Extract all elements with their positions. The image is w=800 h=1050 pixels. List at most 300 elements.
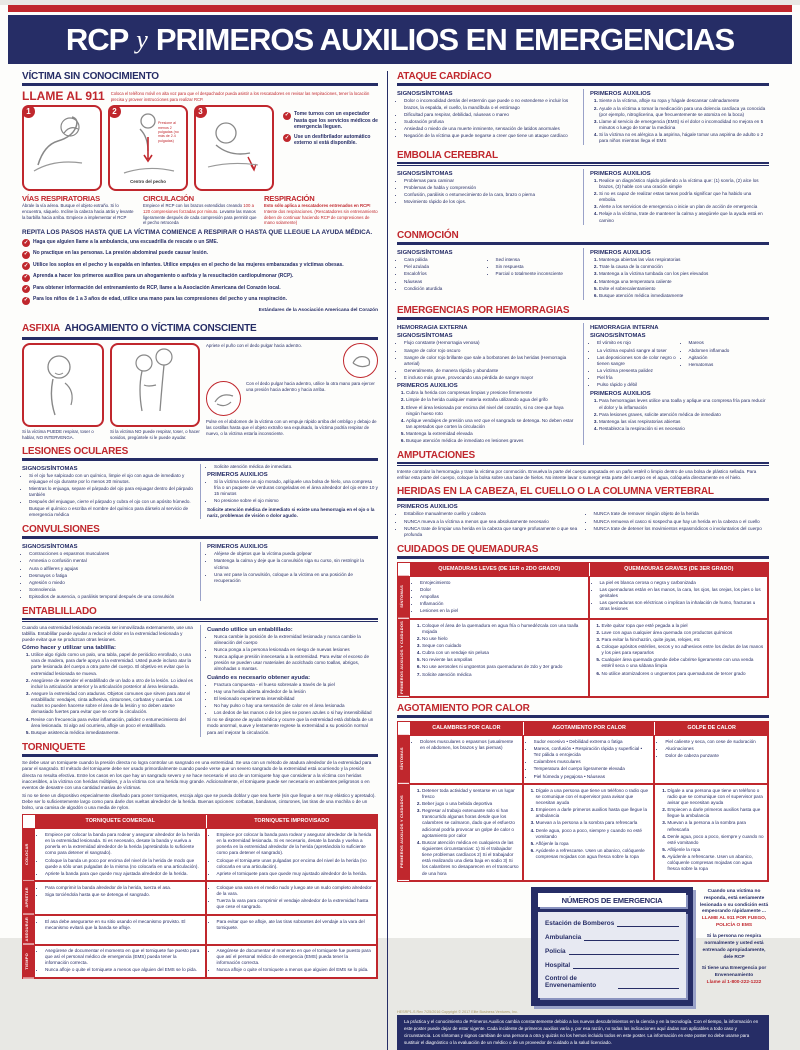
list-item: • Mientras lo enjuaga, separe el párpado del ojo para enjuagar dentro del párpado también	[29, 486, 193, 498]
list-item: 4. Revise con frecuencia para evitar inflamación, palidez o entumecimiento del área lesionada. Si algo así ocurriera, afloje un poco el entablillado.	[31, 717, 193, 729]
asfixia-title: ASFIXIA	[22, 322, 61, 334]
list-item: • Las quemaduras son eléctricas o implican la inhalación de humo, fracturas u otras lesiones	[600, 600, 765, 612]
list-item: 1. Evite quitar ropa que esté pegada a la piel	[602, 623, 765, 629]
sidenote-poison-number: Llame al 1-800-222-1222	[706, 979, 762, 985]
splint-help-heading: Cuándo es necesario obtener ayuda:	[207, 674, 311, 681]
section-title: CUIDADOS DE QUEMADURAS	[397, 543, 539, 555]
list-item: • Nunca aplique presión innecesaria a la extremidad. Para evitar el exceso de presión se pueden usar materiales de acolchado como toallas, abrigos, almohadas o mantas.	[214, 654, 378, 672]
list-item: 4. Buscar atención médica en cualquiera de las siguientes circunstancias: 1) Si el trabajador tiene problemas cardíacos 2) Si el trabajador está realizando una dieta baja en sodio 3) Si los calambres no desaparecen en el transcurso de una hora	[422, 840, 519, 877]
list-item: • Aura o alfileres y agujas	[29, 566, 193, 572]
illustration-head-tilt	[24, 107, 100, 189]
emergency-number-field	[545, 975, 679, 989]
caption-abdominal-thrust: Pulse en el abdomen de la víctima con un empuje rápido arriba del ombligo y debajo de las costillas hasta que el objeto extraño sea expulsado, la víctima podría respirar de nuevo, o la víctima estaría inconsciente.	[206, 419, 377, 436]
list-item: • Mareos	[689, 340, 770, 346]
emergency-numbers-box	[531, 887, 693, 1006]
check-icon: ✓	[23, 297, 29, 304]
content-columns	[0, 64, 800, 1050]
col-header-improvised: TORNIQUETE IMPROVISADO	[206, 815, 378, 828]
section-title: LESIONES OCULARES	[22, 445, 129, 457]
amputations-text: Intente controlar la hemorragia y trate la víctima por conmoción. Envuelva la parte del cuerpo amputada en un paño estéril o limpio dentro de una bolsa de plástico sellada. Para enfriar esta parte del cuerpo, coloque la bolsa sobre una base de hielos. No intente lavar o sumergir esta parte del cuerpo en el agua, colóquela directamente en el hielo.	[397, 468, 757, 480]
section-heridas-cabeza	[397, 486, 769, 539]
abc-airway-title: VÍAS RESPIRATORIAS	[22, 194, 100, 204]
list-item: 4. Si la víctima no es alérgica a la aspirina, hágale tomar una aspirina de adulto o 2 para niños mientras llega el EMS	[599, 132, 769, 144]
emergency-numbers-title: NÚMEROS DE EMERGENCIA	[538, 893, 686, 907]
list-item: 5. Aflójenle la ropa	[667, 847, 764, 853]
tourniquet-table	[22, 814, 378, 979]
list-item: • La víctima presenta palidez	[597, 368, 678, 374]
cpr-step-panel-2	[108, 105, 188, 191]
step-number-badge: 3	[194, 105, 207, 118]
bottom-row	[397, 887, 769, 1006]
list-item: • Sudoración profusa	[404, 119, 576, 125]
list-item: • Generalmente, de manera rápida y abundante	[404, 368, 576, 374]
choking-panel-heimlich	[110, 343, 200, 427]
section-title: ENTABLILLADO	[22, 606, 97, 618]
choking-panel-can-breathe	[22, 343, 104, 427]
burns-table	[397, 562, 769, 698]
section-asfixia	[22, 318, 378, 441]
aid-heading: PRIMEROS AUXILIOS	[397, 504, 458, 511]
list-item: 1. Utilice algo rígido como un palo, una tabla, papel de periódico enrollado, o una vara de madera, para darle apoyo a la extremidad. Usted puede incluso atar la parte lesionada del cuerpo a otra parte del cuerpo. El objetivo es evitar que la extremidad lesionada se mueva.	[31, 652, 193, 677]
convulsions-signs-block	[22, 542, 193, 601]
list-item: • La víctima expulsó sangre al toser	[597, 348, 678, 354]
list-item: • Si la víctima tiene un ojo morado, aplíquele una bolsa de hielo, una compresa fría o un paquete de verduras congeladas en el área alrededor del ojo entre 10 y 15 minutos	[214, 479, 378, 497]
signs-heading: SIGNOS/SÍNTOMAS	[397, 250, 453, 257]
list-item: 3. Seque con cuidado	[422, 643, 585, 649]
list-item: • Dificultad para respirar, debilidad, náuseas o mareo	[404, 112, 576, 118]
list-item: • NUNCA mueva a la víctima a menos que sea absolutamente necesario	[404, 519, 580, 525]
poster-title	[8, 15, 792, 64]
list-item: • Sangre de color rojo oscuro	[404, 348, 576, 354]
list-item: • Piel fría	[597, 375, 678, 381]
illustration-rescue-breathing	[196, 107, 272, 189]
heart-signs-list	[397, 98, 576, 139]
shock-aid-block	[583, 248, 769, 300]
list-item: • NUNCA trate de remover ningún objeto de la herida	[594, 511, 770, 517]
cpr-check-item	[283, 111, 378, 131]
call-911-note: Coloca el teléfono móvil en alta voz para que el despachador pueda asistir a los rescatadores en revisar las respiraciones, tener la locación precisa y proveer instrucciones para realizar RCP.	[110, 91, 370, 102]
list-item: • Hay una herida abierta alrededor de la lesión	[214, 689, 378, 695]
list-item: • Abdomen inflamado	[689, 348, 770, 354]
emergency-number-label: Policía	[545, 948, 566, 956]
caption-hands: Con el dedo pulgar hacia adentro, utilice la otra mano para ejercer una presión hacia adentro y hacia arriba.	[246, 381, 375, 392]
list-item: • Temperatura del cuerpo ligeramente elevada	[534, 766, 651, 772]
list-item: 5. Evite el sobrecalentamiento	[599, 286, 769, 292]
list-item: • Sudor excesivo • Debilidad extrema o fatiga	[534, 739, 651, 745]
stroke-aid-list	[590, 178, 769, 224]
list-item: 3. Eleve el área lesionada por encima del nivel del corazón, si no cree que haya ningún hueso roto	[406, 405, 576, 417]
list-item: • Problemas para caminar	[404, 178, 576, 184]
list-item: 6. Ayúdenle a refrescarse. Usen un abanico, colóquenle compresas mojadas con agua fresca sobre la ropa	[667, 854, 764, 872]
list-item: • Estabilice manualmente cuello y cabeza	[404, 511, 580, 517]
list-item: 1. Mantenga abiertas las vías respiratorias	[599, 257, 769, 263]
eyes-signs-list	[22, 473, 193, 518]
cell-improvised-tiempo	[206, 945, 378, 979]
list-item: 1. Detener toda actividad y sentarse en un lugar fresco	[422, 788, 519, 800]
head-aid-col-a	[397, 511, 580, 539]
list-item: • Dolor de cabeza punzante	[665, 753, 764, 759]
list-item: • Mareos, confusión • Respiración rápida y superficial • Tez pálida o enrojecida	[534, 746, 651, 758]
cpr-tip	[22, 273, 378, 282]
list-item: • Siga torciéndola hasta que se detenga el sangrado.	[45, 892, 202, 898]
aha-standards-line: Estándares de la Asociación Americana del Corazón	[258, 307, 378, 313]
cell-light-aid	[409, 619, 589, 697]
list-item: 2. Ayude a la víctima a tomar la medicación para una dolencia cardíaca ya conocida (por ejemplo, nitroglicerina, que frecuentemente se atomiza en la boca)	[599, 106, 769, 118]
list-item: • Para comprimir la banda alrededor de la herida, tuerza el asa.	[45, 885, 202, 891]
list-item: 5. Busque asistencia médica inmediatamente.	[31, 730, 193, 736]
list-item: • Apriete la banda para que quede muy ajustada alrededor de la herida.	[45, 871, 202, 877]
title-y: y	[136, 24, 148, 54]
choking-figure-2	[110, 343, 200, 440]
convulsions-aid-list	[207, 551, 378, 584]
list-item: • Confusión, parálisis o entumecimiento de la cara, brazo o pierna	[404, 192, 576, 198]
fist-circle	[343, 343, 378, 378]
rule	[397, 83, 769, 86]
list-item: • Náuseas	[404, 279, 485, 285]
cpr-tip-text: Para obtener información del entrenamiento de RCP, llame a la Asociación Americana del Corazón local.	[33, 284, 281, 291]
internal-heading: HEMORRAGIA INTERNA	[590, 325, 659, 332]
section-agotamiento-calor	[397, 703, 769, 882]
list-item: • Si el ojo fue salpicado con un químico, limpie el ojo con agua de inmediato y enjuague el ojo durante por lo menos 20 minutos.	[29, 473, 193, 485]
list-item: • No hay pulso o hay una sensación de calor en el área lesionada	[214, 703, 378, 709]
abc-circulation-title: CIRCULACIÓN	[143, 194, 194, 204]
cell-improvised-apretar	[206, 881, 378, 915]
list-item: 2. Lave con agua cualquier área quemada con productos químicos	[602, 630, 765, 636]
rule	[397, 317, 769, 320]
section-title: EMBOLIA CEREBRAL	[397, 150, 498, 162]
row-label-sintomas: SÍNTOMAS	[398, 735, 409, 784]
section-conmocion	[397, 230, 769, 300]
cpr-tip-text: No practique en las personas. La presión abdominal puede causar lesión.	[33, 250, 209, 257]
list-item: 5. Cualquier área quemada grande debe cubrirse ligeramente con una venda estéril seca o una sábana limpia	[602, 657, 765, 669]
write-in-line[interactable]	[617, 919, 679, 927]
illustration-heimlich-maneuver	[112, 345, 198, 425]
row-label-tiempo: TIEMPO	[23, 945, 34, 979]
cell-commercial-colocar	[34, 828, 206, 881]
hands-circle	[206, 381, 241, 416]
first-aid-poster	[0, 5, 800, 1045]
step-number-badge: 2	[108, 105, 121, 118]
col-header-light-burns: QUEMADURAS LEVES (DE 1ER o 2DO GRADO)	[409, 563, 589, 576]
top-red-stripe	[8, 5, 792, 12]
cell-cramps-aid	[409, 784, 523, 881]
cell-commercial-apretar	[34, 881, 206, 915]
list-item: 6. Busque atención médica inmediatamente	[599, 293, 769, 299]
sidenote-text-2: Si la persona no respira normalmente y usted está entrenado apropiadamente, dele RCP	[702, 934, 766, 960]
spacer	[397, 887, 525, 1006]
list-item: • Las deposiciones son de color negro o tienen sangre	[597, 355, 678, 367]
list-item: 2. Empiecen a darle primeros auxilios hasta que llegue la ambulancia	[536, 807, 651, 819]
cpr-check-text: Use un desfibrilador automático externo si está disponible.	[294, 133, 371, 147]
rule	[22, 618, 378, 621]
eyes-top-list	[207, 464, 378, 470]
asfixia-subtitle: AHOGAMIENTO O VÍCTIMA CONSCIENTE	[64, 322, 257, 334]
aid-heading: PRIMEROS AUXILIOS	[590, 391, 651, 398]
splint-help-note: Si no se dispone de ayuda médica y ocurre que la extremidad está doblada de un modo anormal, suave y lentamente regrese la extremidad a su posición normal para así mejorar la circulación.	[207, 717, 374, 735]
check-icon: ✓	[23, 262, 29, 269]
illustration-hands-grasp	[211, 386, 237, 412]
text-part: Empiece el RCP con los brazos extendidos creando	[143, 203, 244, 209]
list-item: 3. Muevan a la persona a la sombra para refrescarla	[667, 820, 764, 832]
list-item: • Hematomas	[689, 362, 770, 368]
list-item: 6. Ayúdenle a refrescarse. Usen un abanico, colóquenle compresas mojadas con agua fresca sobre la ropa	[536, 848, 651, 860]
cell-exhaustion-aid	[523, 784, 655, 881]
list-item: • E incluso más grave, provocando una pérdida de sangre mayor	[404, 375, 576, 381]
list-item: 5. Mantenga la extremidad elevada	[406, 431, 576, 437]
eyes-signs-block	[22, 464, 193, 519]
cpr-tip-text: Utilice los soplos en el pecho y la espalda en infantes. Utilice empujes en el pecho de las mujeres embarazadas y víctimas obesas.	[33, 261, 344, 268]
emergency-number-label: Estación de Bomberos	[545, 920, 615, 928]
col-header-severe-burns: QUEMADURAS GRAVES (DE 3ER GRADO)	[589, 563, 769, 576]
list-item: • Amnesia o confusión mental	[29, 558, 193, 564]
list-item: • Escalofríos	[404, 271, 485, 277]
section-hemorragias	[397, 305, 769, 445]
list-item: 3. Regresar al trabajo extenuante solo si han transcurrido algunas horas desde que los calambres se calmaron, dado que el esfuerzo adicional podría provocar un golpe de calor o agotamiento por calor	[422, 808, 519, 839]
list-item: • Coloque una vara en el medio nudo y luego ate un nudo completo alrededor de la vara.	[217, 885, 374, 897]
splint-intro: Cuando una extremidad lesionada necesita ser inmovilizada externamente, use una tablilla. Entablillar puede ayudar a reducir el dolor en la extremidad lesionada y puede evitar que se produzcan otras lesiones.	[22, 624, 193, 642]
list-item: • Desmayos o fatiga	[29, 573, 193, 579]
title-rest: PRIMEROS AUXILIOS EN EMERGENCIAS	[155, 21, 735, 57]
text-part: Intente dos respiraciones. (Rescatadores sin entrenamiento deben de continuar haciendo RCP de compresiones de mano solamente)	[264, 208, 378, 226]
convulsions-aid-block	[200, 542, 378, 601]
section-title: VÍCTIMA SIN CONOCIMIENTO	[22, 71, 159, 82]
external-signs-list	[397, 340, 576, 381]
write-in-line[interactable]	[584, 933, 679, 941]
row-label-colocar: COLOCAR	[23, 828, 34, 881]
left-column	[22, 71, 387, 1050]
rule	[22, 754, 378, 757]
list-item: 1. Para hemorragias leves utilice una toalla y aplique una compresa fría para reducir el dolor y la inflamación	[599, 398, 769, 410]
shock-signs-col-b	[489, 257, 577, 293]
eyes-aid-list	[207, 479, 378, 505]
list-item: • Coloque la banda un poco por encima del nivel de la herida de modo que quede a sólo unas pulgadas de la misma (no colocarla en una articulación).	[45, 858, 202, 870]
list-item: 2. Beber jugo o una bebida deportiva	[422, 801, 519, 807]
list-item: • Flujo constante (Hemorragia venosa)	[404, 340, 576, 346]
signs-heading: SIGNOS/SÍNTOMAS	[22, 465, 78, 472]
convulsions-signs-list	[22, 551, 193, 600]
title-rcp: RCP	[65, 21, 129, 57]
list-item: • Enrojecimiento	[420, 580, 585, 586]
caption-cannot-breathe: Si la víctima NO puede respirar, toser, o hacer sonidos, pregúntele si le puede ayudar.	[110, 429, 200, 440]
list-item: • Agresión o miedo	[29, 580, 193, 586]
section-entablillado	[22, 606, 378, 737]
list-item: 3. Para evitar la hinchazón, quite joyas, relojes, etc	[602, 637, 765, 643]
list-item: • Empiece por colocar la banda para rodear y asegurar alrededor de la herida en la extremidad lesionada. Si es necesario, desate la banda y vuelva a ponerla en la extremidad alrededor de la herida (apretándola lo suficiente como para detener el sangrado).	[45, 832, 202, 857]
rule	[397, 242, 769, 245]
cell-cramps-symptoms	[409, 735, 523, 784]
text-part: Ábrale la vía aérea. Busque el objeto extraño. Si lo encuentra, sáquelo. Incline la cabeza hacia atrás y levante la barbilla hacia arriba. Empiece a implementar el RCP	[22, 203, 134, 220]
list-item: • Agitación	[689, 355, 770, 361]
list-item: 5. Aflójenle la ropa	[536, 841, 651, 847]
list-item: • El asa debe asegurarse en su sitio usando el mecanismo provisto. El mecanismo evitará que la banda se afloje.	[45, 919, 202, 931]
signs-heading: SIGNOS/SÍNTOMAS	[397, 333, 453, 340]
cell-commercial-tiempo	[34, 945, 206, 979]
list-item: • Calambres musculares	[534, 759, 651, 765]
list-item: • Sangre de color rojo brillante que sale a borbotones de las heridas (Hemorragia arterial)	[404, 355, 576, 367]
rule	[397, 162, 769, 165]
sidenote-text-3: Si tiene una Emergencia por Envenenamiento	[701, 966, 767, 978]
abc-circulation-text	[143, 203, 257, 225]
stroke-signs-block	[397, 169, 576, 225]
list-item: • Sin respuesta	[496, 264, 577, 270]
list-item: • Dolores musculares o espasmos (usualmente en el abdomen, los brazos y las piernas)	[420, 739, 519, 751]
shock-signs-block	[397, 248, 576, 300]
list-item: 4. Aplique vendajes de presión una vez que el sangrado se detenga. No deben estar tan apretados que corten la circulación	[406, 418, 576, 430]
section-title: HERIDAS EN LA CABEZA, EL CUELLO O LA COLUMNA VERTEBRAL	[397, 486, 714, 498]
write-in-line[interactable]	[618, 981, 679, 989]
cpr-tips-column	[280, 105, 378, 191]
emergency-side-note	[699, 887, 769, 1006]
cpr-step-panel-1	[22, 105, 102, 191]
list-item: • Nunca afloje o quite el torniquete a menos que alguien del EMS se lo pida.	[217, 967, 374, 973]
right-column	[387, 71, 769, 1050]
list-item: • Sed intensa	[496, 257, 577, 263]
list-item: • Solicite atención médica de inmediato.	[214, 464, 378, 470]
list-item: 4. Relaje a la víctima, trate de mantener la calma y asegúrele que la ayuda está en camino	[599, 211, 769, 223]
cpr-tip	[22, 285, 378, 294]
abc-breathing	[264, 194, 378, 225]
check-icon: ✓	[284, 112, 290, 119]
section-torniquete	[22, 742, 378, 979]
rule	[22, 83, 378, 86]
check-icon: ✓	[23, 274, 29, 281]
list-item: 6. Busque atención médica de inmediato en lesiones graves	[406, 438, 576, 444]
shock-signs-col-a	[397, 257, 485, 293]
rule	[397, 498, 769, 501]
cpr-check-item	[283, 134, 378, 147]
eyes-aid-block	[200, 464, 378, 519]
text-part: . Levante las manos ligeramente después de cada compresión para permitir que el pecho retroceda	[143, 208, 257, 226]
section-title: TORNIQUETE	[22, 741, 86, 753]
call-911-label: LLAME AL 911	[22, 89, 105, 104]
list-item: • Asegúrese de documentar el momento en que el torniquete fue puesto para que así el personal médico de emergencia (EMS) pueda tener la información correcta.	[45, 948, 202, 966]
list-item: 2. Si no es capaz de realizar estas tareas podría significar que ha habido una embolia.	[599, 191, 769, 203]
cpr-tip	[22, 262, 378, 271]
stroke-signs-list	[397, 178, 576, 206]
list-item: • Asegúrese de documentar el momento en que el torniquete fue puesto para que así el personal médico de emergencia (EMS) pueda tener la información correcta.	[217, 948, 374, 966]
list-item: 4. Denle agua, poco a poco, siempre y cuando no esté vomitando	[667, 834, 764, 846]
check-icon: ✓	[23, 285, 29, 292]
col-header-golpe: GOLPE DE CALOR	[654, 722, 768, 735]
list-item: 3. Llame al servicio de emergencia (EMS) si el dolor o incomodidad no mejora en 5 minutos o luego de tomar la medicina	[599, 119, 769, 131]
write-in-line[interactable]	[573, 961, 679, 969]
signs-heading: SIGNOS/SÍNTOMAS	[590, 333, 646, 340]
list-item: • Somnolencia	[29, 587, 193, 593]
cpr-tip	[22, 239, 378, 248]
cell-heatstroke-symptoms	[654, 735, 768, 784]
center-of-chest-label: Centro del pecho	[130, 179, 166, 185]
abc-circulation	[143, 194, 257, 225]
aid-heading: PRIMEROS AUXILIOS	[590, 91, 651, 98]
row-label-apretar: APRETAR	[23, 881, 34, 915]
row-label-primeros-auxilios: PRIMEROS AUXILIOS Y CUIDADOS	[398, 784, 409, 881]
list-item: 3. Muevan a la persona a la sombra para refrescarla	[536, 820, 651, 826]
section-amputaciones	[397, 450, 769, 481]
cell-severe-aid	[589, 619, 769, 697]
list-item: • Nunca afloje o quite el torniquete a menos que alguien del EMS se lo pida.	[45, 967, 202, 973]
caption-fist: Apriete el puño con el dedo pulgar hacia adentro.	[206, 343, 302, 349]
table-corner	[23, 815, 34, 828]
list-item: • Empiece por colocar la banda para rodear y asegurar alrededor de la herida en la extremidad lesionada. Si es necesario, desate la banda y vuelva a ponerla en la extremidad alrededor de la herida (apretándola lo suficiente como para detener el sangrado).	[217, 832, 374, 857]
signs-heading: SIGNOS/SÍNTOMAS	[397, 170, 453, 177]
table-corner	[398, 722, 409, 735]
list-item: • Para evitar que se afloje, ate las tiras sobrantes del vendaje a la vara del torniquete.	[217, 919, 374, 931]
abc-breathing-text	[264, 203, 378, 225]
list-item: • Pulso rápido y débil	[597, 382, 678, 388]
signs-heading: SIGNOS/SÍNTOMAS	[397, 91, 453, 98]
abc-row	[22, 194, 378, 225]
repeat-steps-line: REPITA LOS PASOS HASTA QUE LA VÍCTIMA COMIENCE A RESPIRAR O HASTA QUE LLEGUE LA AYUDA MÉDICA.	[22, 228, 373, 236]
heart-signs-block	[397, 89, 576, 145]
row-label-sintomas: SÍNTOMAS	[398, 576, 409, 619]
list-item: 4. Restablezca la respiración si es necesario	[599, 426, 769, 432]
list-item: • NUNCA trate de limpiar una herida en la cabeza que sangre profusamente o que sea profunda	[404, 526, 580, 538]
list-item: • NUNCA remueva el casco si sospecha que hay un herida en la cabeza o el cuello	[594, 519, 770, 525]
list-item: • Nunca ponga a la persona lesionada en riesgo de nuevas lesiones	[214, 647, 378, 653]
list-item: • Cara pálida	[404, 257, 485, 263]
external-aid-list	[397, 390, 576, 444]
list-item: • Problemas de habla y comprensión	[404, 185, 576, 191]
list-item: • Ampollas	[420, 594, 585, 600]
text-part: 100 a 120 compresiones forzadas por minuto	[143, 203, 255, 214]
emergency-numbers-fields	[538, 912, 686, 998]
cpr-tips-list	[22, 239, 378, 305]
list-item: 6. No use aerosoles ni ungüentos para quemaduras de 2do y 3er grado	[422, 664, 585, 670]
table-corner	[398, 563, 409, 576]
rule	[397, 556, 769, 559]
splint-use-heading: Cuando utilice un entablillado:	[207, 626, 293, 633]
emergency-number-field	[545, 947, 679, 955]
splint-how-list	[22, 652, 193, 736]
section-title: AMPUTACIONES	[397, 450, 475, 462]
list-item: • Movimiento rápido de los ojos.	[404, 199, 576, 205]
rule	[22, 337, 378, 340]
list-item: 1. Coloque el área de la quemadura en agua fría o humedézcala con una toalla mojada	[422, 623, 585, 635]
aid-heading: PRIMEROS AUXILIOS	[590, 250, 651, 257]
section-embolia-cerebral	[397, 150, 769, 224]
list-item: • Una vez pase la convulsión, coloque a la víctima en una posición de recuperación	[214, 572, 378, 584]
list-item: • Lesiones en la piel	[420, 608, 585, 614]
section-title: CONVULSIONES	[22, 523, 100, 535]
cpr-tip	[22, 250, 378, 259]
list-item: • Aléjese de objetos que la víctima pueda golpear	[214, 551, 378, 557]
list-item: • La piel es blanca cerosa o negra y carbonizada	[600, 580, 765, 586]
section-title: EMERGENCIAS POR HEMORRAGIAS	[397, 304, 570, 316]
cell-exhaustion-symptoms	[523, 735, 655, 784]
list-item: 1. Dígale a una persona que tiene un teléfono o radio que se comunique con el supervisor para avisar que necesitan ayuda	[667, 788, 764, 806]
splint-use-list	[207, 634, 378, 673]
emergency-number-label: Control de Envenenamiento	[545, 975, 597, 990]
list-item: 2. Limpie de la herida cualquier materia extraña utilizando agua del grifo	[406, 397, 576, 403]
rule	[22, 536, 378, 539]
list-item: 4. Cubra con un vendaje sin pelusa	[422, 650, 585, 656]
section-convulsiones	[22, 524, 378, 601]
list-item: 4. Mantenga una temperatura caliente	[599, 279, 769, 285]
text-part: Esto sólo aplica a rescatadores entrenados en RCP!	[264, 203, 371, 209]
list-item: • El vómito es rojo	[597, 340, 678, 346]
choking-figure-1	[22, 343, 104, 440]
list-item: • Piel húmeda y pegajosa • Náuseas	[534, 774, 651, 780]
cell-heatstroke-aid	[654, 784, 768, 881]
choking-figures-row	[22, 343, 378, 440]
write-in-line[interactable]	[569, 947, 679, 955]
emergency-number-field	[545, 933, 679, 941]
rule	[22, 458, 378, 461]
list-item: 4. Denle agua, poco a poco, siempre y cuando no esté vomitando	[536, 828, 651, 840]
list-item: • Fractura compuesta - el hueso sobresale a través de la piel	[214, 682, 378, 688]
cpr-tip-text: Haga que alguien llame a la ambulancia, una escuadrilla de rescate o un SME.	[33, 238, 219, 245]
emergency-number-label: Hospital	[545, 962, 571, 970]
